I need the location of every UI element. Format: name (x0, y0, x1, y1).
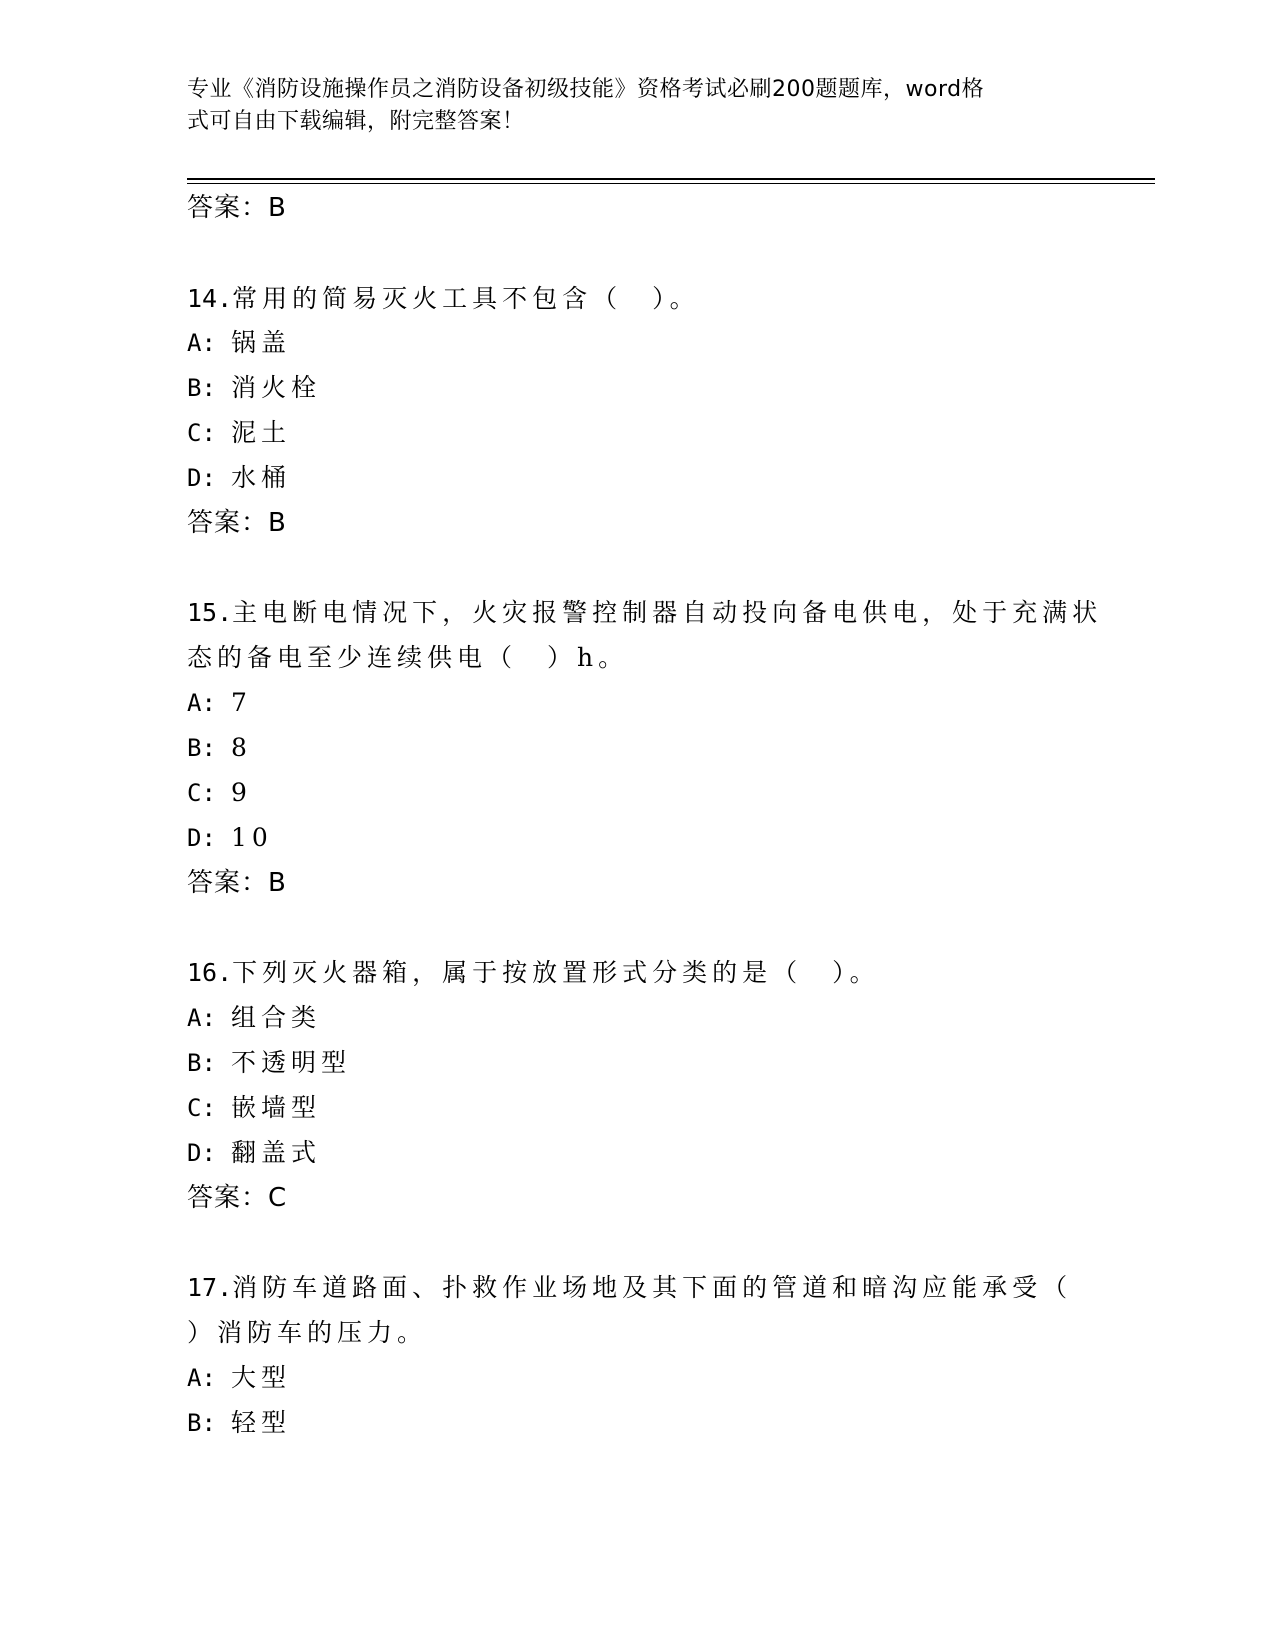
option-label: A: (187, 1364, 216, 1392)
option-16-a (187, 1003, 321, 1033)
option-label: D: (187, 464, 216, 492)
option-15-c (187, 778, 252, 808)
option-15-b (187, 733, 252, 763)
option-label: C: (187, 419, 216, 447)
answer-q14: 答案：B (187, 508, 287, 538)
header-line-2: 式可自由下载编辑，附完整答案！ (187, 109, 525, 134)
option-label: D: (187, 1139, 216, 1167)
option-15-d (187, 823, 273, 853)
header-divider-thin (187, 183, 1155, 184)
option-text: 泥土 (231, 418, 292, 447)
option-label: C: (187, 779, 216, 807)
answer-q13: 答案：B (187, 193, 287, 223)
option-text: 8 (231, 733, 252, 762)
answer-q15: 答案：B (187, 868, 287, 898)
option-text: 组合类 (231, 1003, 322, 1032)
question-number: 17. (187, 1273, 233, 1302)
option-text: 消火栓 (231, 373, 322, 402)
question-text: 主电断电情况下，火灾报警控制器自动投向备电供电，处于充满状 (232, 598, 1103, 627)
header-line-1: 专业《消防设施操作员之消防设备初级技能》资格考试必刷200题题库，word格 (187, 77, 985, 102)
option-label: B: (187, 734, 216, 762)
question-15-cont: 态的备电至少连续供电（ ）h。 (187, 643, 629, 672)
option-14-d (187, 463, 291, 493)
option-label: B: (187, 374, 216, 402)
question-17-cont: ）消防车的压力。 (187, 1318, 428, 1347)
header-divider-thick (187, 178, 1155, 180)
option-14-b (187, 373, 321, 403)
option-17-a (187, 1363, 291, 1393)
question-14 (187, 284, 700, 314)
question-number: 15. (187, 598, 233, 627)
option-15-a (187, 688, 252, 718)
option-text: 大型 (231, 1363, 292, 1392)
option-label: C: (187, 1094, 216, 1122)
option-label: B: (187, 1049, 216, 1077)
option-label: D: (187, 824, 216, 852)
question-15 (187, 598, 1102, 628)
option-text: 嵌墙型 (231, 1093, 322, 1122)
option-14-a (187, 328, 291, 358)
option-label: B: (187, 1409, 216, 1437)
option-text: 9 (231, 778, 252, 807)
option-text: 10 (231, 823, 273, 852)
question-text: 常用的简易灭火工具不包含（ ）。 (232, 284, 700, 313)
question-text: 下列灭火器箱，属于按放置形式分类的是（ ）。 (232, 958, 880, 987)
question-17 (187, 1273, 1072, 1303)
option-label: A: (187, 689, 216, 717)
option-text: 水桶 (231, 463, 292, 492)
option-text: 7 (231, 688, 252, 717)
question-number: 16. (187, 958, 233, 987)
document-header (187, 74, 1067, 138)
option-label: A: (187, 329, 216, 357)
question-16 (187, 958, 880, 988)
option-16-b (187, 1048, 351, 1078)
option-16-c (187, 1093, 321, 1123)
option-17-b (187, 1408, 291, 1438)
question-number: 14. (187, 284, 233, 313)
option-16-d (187, 1138, 321, 1168)
option-text: 翻盖式 (231, 1138, 322, 1167)
option-text: 轻型 (231, 1408, 292, 1437)
option-text: 锅盖 (231, 328, 292, 357)
answer-q16: 答案：C (187, 1183, 288, 1213)
option-14-c (187, 418, 291, 448)
option-label: A: (187, 1004, 216, 1032)
question-text: 消防车道路面、扑救作业场地及其下面的管道和暗沟应能承受（ (232, 1273, 1073, 1302)
option-text: 不透明型 (231, 1048, 352, 1077)
